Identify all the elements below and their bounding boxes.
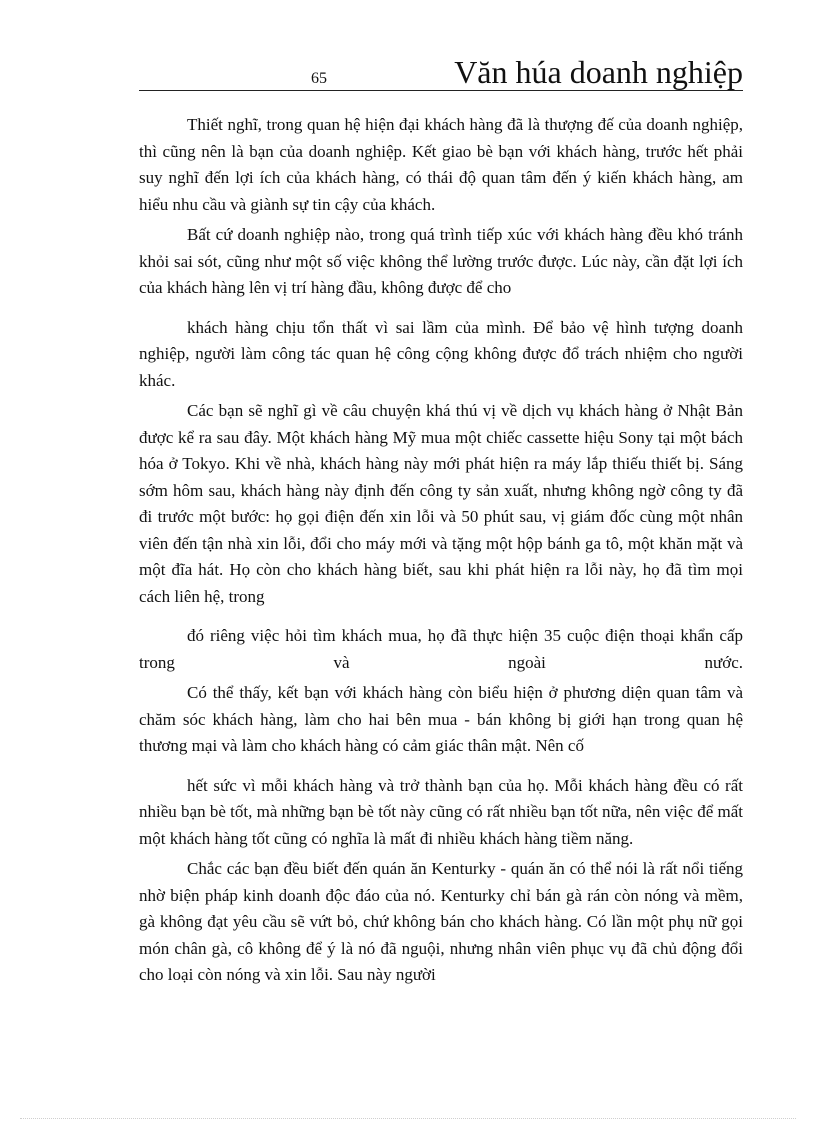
paragraph: đó riêng việc hỏi tìm khách mua, họ đã thực hiện 35 cuộc điện thoại khẩn cấp trong và ngoài nước. <box>139 626 743 672</box>
paragraph: khách hàng chịu tổn thất vì sai lầm của mình. Để bảo vệ hình tượng doanh nghiệp, người làm công tác quan hệ công cộng không được đổ trách nhiệm cho người khác. <box>139 317 743 390</box>
page-header <box>139 52 743 92</box>
footer-rule <box>20 1118 796 1119</box>
paragraph: Có thể thấy, kết bạn với khách hàng còn biểu hiện ở phương diện quan tâm và chăm sóc khách hàng, làm cho hai bên mua - bán không bị giới hạn trong quan hệ thương mại và làm cho khách hàng có cảm giác thân mật. Nên cố <box>139 683 743 755</box>
paragraph: Các bạn sẽ nghĩ gì về câu chuyện khá thú vị về dịch vụ khách hàng ở Nhật Bản được kể ra sau đây. Một khách hàng Mỹ mua một chiếc cassette hiệu Sony tại một bách hóa ở Tokyo. Khi về nhà, khách hàng này mới phát hiện ra máy lắp thiếu thiết bị. Sáng sớm hôm sau, khách hàng này định đến công ty sản xuất, nhưng không ngờ công ty đã đi trước một bước: họ gọi điện đến xin lỗi và 50 phút sau, vị giám đốc cùng một nhân viên đến tận nhà xin lỗi, đổi cho máy mới và tặng một hộp bánh ga tô, một khăn mặt và một đĩa hát. Họ còn cho khách hàng biết, sau khi phát hiện ra lỗi này, họ đã tìm mọi cách liên hệ, trong <box>139 401 743 606</box>
page-number: 65 <box>311 70 327 87</box>
paragraph: Thiết nghĩ, trong quan hệ hiện đại khách hàng đã là thượng đế của doanh nghiệp, thì cũng nên là bạn của doanh nghiệp. Kết giao bè bạn với khách hàng, trước hết phải suy nghĩ đến lợi ích của khách hàng, có thái độ quan tâm đến ý kiến khách hàng, am hiểu nhu cầu và giành sự tin cậy của khách. <box>139 115 743 214</box>
running-title: Văn húa doanh nghiệp <box>454 54 743 90</box>
body-text <box>139 112 743 989</box>
paragraph: hết sức vì mỗi khách hàng và trở thành bạn của họ. Mỗi khách hàng đều có rất nhiều bạn bè tốt, mà những bạn bè tốt này cũng có rất nhiều bạn tốt nữa, nên việc để mất một khách hàng tốt cũng có nghĩa là mất đi nhiều khách hàng tiềm năng. <box>139 775 743 848</box>
paragraph: Chắc các bạn đều biết đến quán ăn Kenturky - quán ăn có thể nói là rất nổi tiếng nhờ biện pháp kinh doanh độc đáo của nó. Kenturky chỉ bán gà rán còn nóng và mềm, gà không đạt yêu cầu sẽ vứt bỏ, chứ không bán cho khách hàng. Có lần một phụ nữ gọi món chân gà, cô không để ý là nó đã nguội, nhưng nhân viên phục vụ đã chủ động đổi cho loại còn nóng và xin lỗi. Sau này người <box>139 859 743 984</box>
header-rule <box>139 90 743 91</box>
paragraph: Bất cứ doanh nghiệp nào, trong quá trình tiếp xúc với khách hàng đều khó tránh khỏi sai sót, cũng như một số việc không thể lường trước được. Lúc này, cần đặt lợi ích của khách hàng lên vị trí hàng đầu, không được để cho <box>139 225 743 297</box>
